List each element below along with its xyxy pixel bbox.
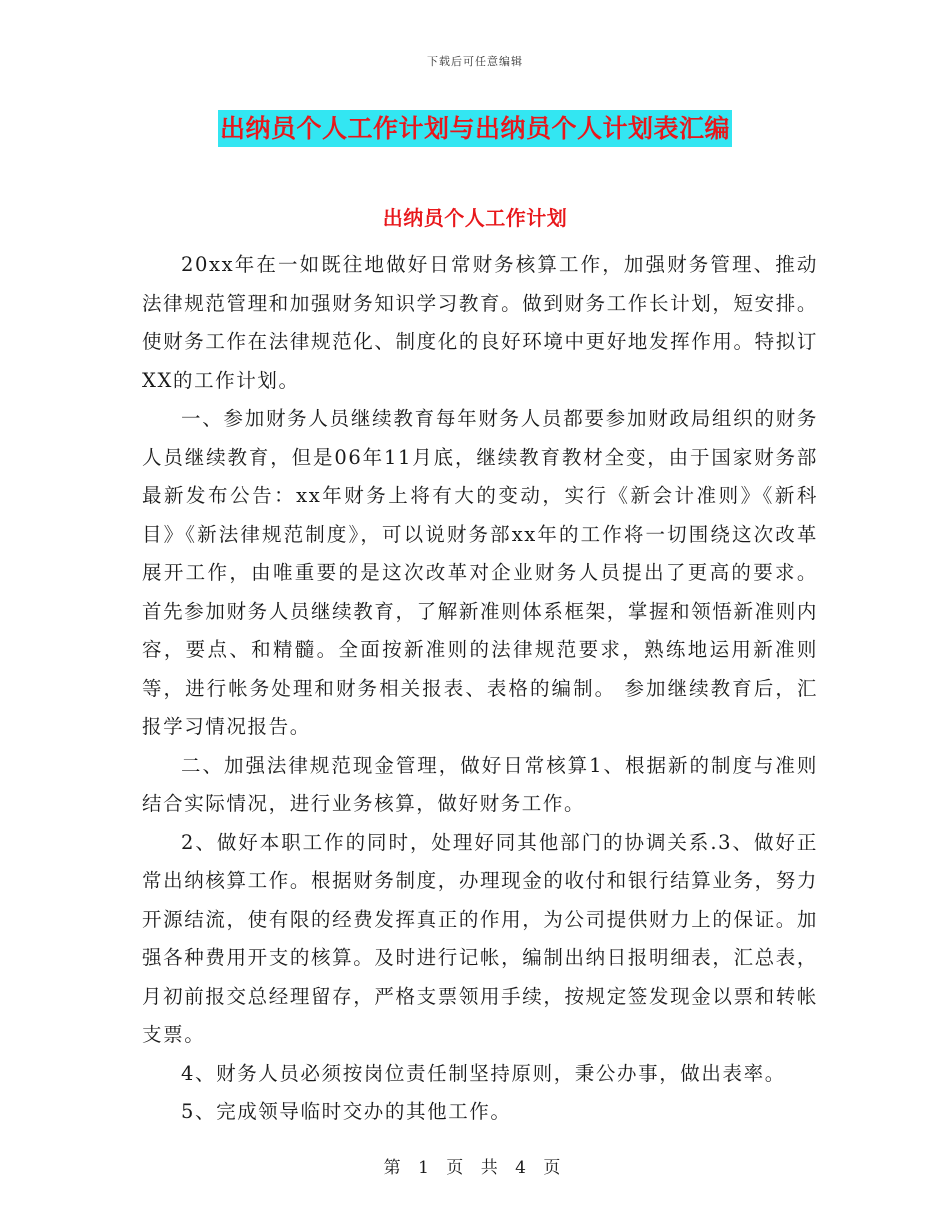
paragraph-item-2: 二、加强法律规范现金管理，做好日常核算1、根据新的制度与准则结合实际情况，进行业务核算，做好财务工作。 [142,753,818,815]
paragraph-item-1: 一、参加财务人员继续教育每年财务人员都要参加财政局组织的财务人员继续教育，但是06年11月底，继续教育教材全变，由于国家财务部最新发布公告：xx年财务上将有大的变动，实行《新会计准则》《新科目》《新法律规范制度》，可以说财务部xx年的工作将一切围绕这次改革展开工作，由唯重要的是这次改革对企业财务人员提出了更高的要求。 首先参加财务人员继续教育，了解新准则体系框架，掌握和领悟新准则内容，要点、和精髓。全面按新准则的法律规范要求，熟练地运用新准则等，进行帐务处理和财务相关报表、表格的编制。 参加继续教育后，汇报学习情况报告。 [142,407,818,738]
header-note: 下载后可任意编辑 [427,55,523,68]
section-title: 出纳员个人工作计划 [382,206,568,230]
document-body [142,246,818,1132]
paragraph-item-5: 5、完成领导临时交办的其他工作。 [181,1100,512,1123]
main-title-wrap [0,110,950,147]
paragraph-intro: 20xx年在一如既往地做好日常财务核算工作，加强财务管理、推动法律规范管理和加强财务知识学习教育。做到财务工作长计划，短安排。使财务工作在法律规范化、制度化的良好环境中更好地发挥作用。特拟订XX的工作计划。 [142,253,818,392]
paragraph-item-4: 4、财务人员必须按岗位责任制坚持原则，秉公办事，做出表率。 [181,1061,786,1085]
page-number-footer: 第 1 页 共 4 页 [383,1158,567,1178]
main-title: 出纳员个人工作计划与出纳员个人计划表汇编 [218,110,732,147]
paragraph-item-2-2: 2、做好本职工作的同时，处理好同其他部门的协调关系.3、做好正常出纳核算工作。根据财务制度，办理现金的收付和银行结算业务，努力开源结流，使有限的经费发挥真正的作用，为公司提供财力上的保证。加强各种费用开支的核算。及时进行记帐，编制出纳日报明细表，汇总表，月初前报交总经理留存，严格支票领用手续，按规定签发现金以票和转帐支票。 [142,830,818,1046]
